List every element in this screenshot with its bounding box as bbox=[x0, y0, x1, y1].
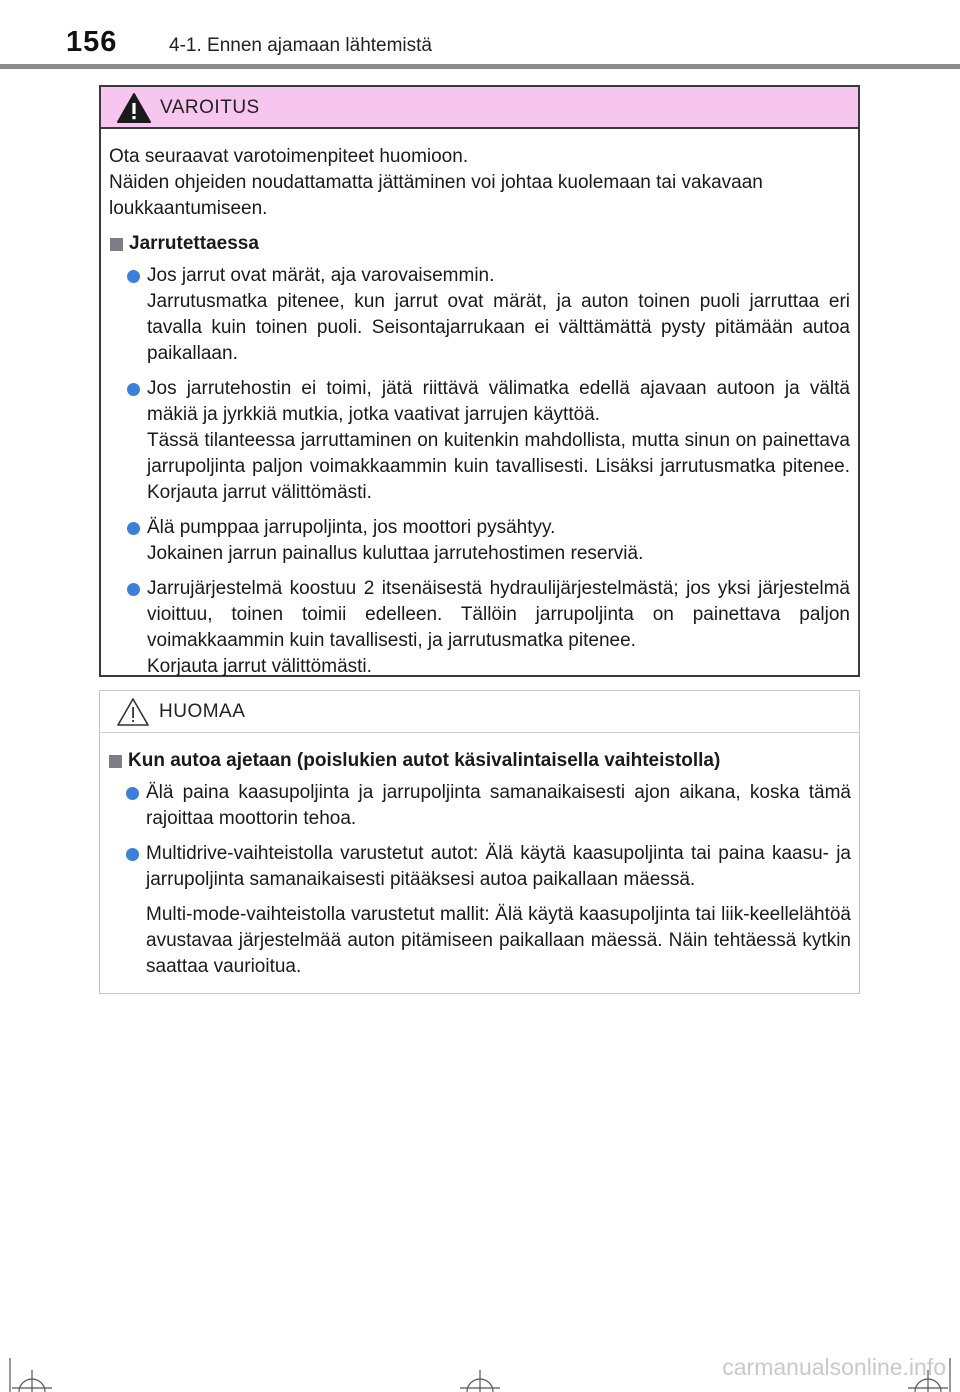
bullet-line: Jarrutusmatka pitenee, kun jarrut ovat märät, ja auton toinen puoli jarruttaa eri tavalla kuin toinen puoli. Seisontajarrukaan ei välttämättä pysty pitämään autoa paikallaan. bbox=[147, 291, 850, 364]
round-bullet-icon bbox=[127, 522, 140, 535]
warning-intro-line: Näiden ohjeiden noudattamatta jättäminen voi johtaa kuolemaan tai vakavaan loukkaantumiseen. bbox=[109, 172, 763, 219]
warning-triangle-icon bbox=[116, 92, 152, 124]
page-number: 156 bbox=[66, 26, 118, 58]
warning-box-body bbox=[101, 129, 858, 680]
notice-triangle-icon bbox=[115, 696, 151, 728]
bullet-line: Jos jarrutehostin ei toimi, jätä riittävä välimatka edellä ajavaan autoon ja vältä mäkiä ja jyrkkiä mutkia, jotka vaativat jarrujen käyttöä. bbox=[147, 378, 850, 425]
round-bullet-icon bbox=[127, 383, 140, 396]
bullet-line: Multidrive-vaihteistolla varustetut autot: Älä käytä kaasupoljinta tai paina kaasu- ja jarrupoljinta samanaikaisesti pitääksesi autoa paikallaan mäessä. bbox=[146, 843, 851, 890]
bullet-line: Korjauta jarrut välittömästi. bbox=[147, 656, 372, 677]
bullet-line: Jos jarrut ovat märät, aja varovaisemmin. bbox=[147, 265, 495, 286]
warning-box bbox=[99, 85, 860, 677]
bullet-line: Jokainen jarrun painallus kuluttaa jarrutehostimen reserviä. bbox=[147, 543, 644, 564]
warning-box-header bbox=[101, 87, 858, 129]
notice-bullet bbox=[108, 841, 851, 893]
round-bullet-icon bbox=[127, 583, 140, 596]
notice-bullet bbox=[108, 780, 851, 832]
warning-intro-line: Ota seuraavat varotoimenpiteet huomioon. bbox=[109, 146, 469, 167]
round-bullet-icon bbox=[126, 848, 139, 861]
square-bullet-icon bbox=[109, 755, 122, 768]
warning-bullet bbox=[109, 263, 850, 367]
warning-bullet bbox=[109, 515, 850, 567]
bullet-line: Jarrujärjestelmä koostuu 2 itsenäisestä hydraulijärjestelmästä; jos yksi järjestelmä vioittuu, toinen toimii edelleen. Tällöin jarrupoljinta on painettava paljon voimakkaammin kuin tavallisesti, ja jarrutusmatka pitenee. bbox=[147, 578, 850, 651]
notice-subheading-text: Kun autoa ajetaan (poislukien autot käsivalintaisella vaihteistolla) bbox=[128, 750, 721, 771]
watermark: carmanualsonline.info bbox=[722, 1354, 946, 1380]
notice-box-body bbox=[100, 733, 859, 980]
bullet-line: Älä paina kaasupoljinta ja jarrupoljinta samanaikaisesti ajon aikana, koska tämä rajoittaa moottorin tehoa. bbox=[146, 782, 851, 829]
warning-subheading-text: Jarrutettaessa bbox=[129, 233, 259, 254]
warning-subheading bbox=[109, 231, 850, 257]
notice-box-title: HUOMAA bbox=[159, 701, 246, 722]
header-rule bbox=[0, 64, 960, 69]
notice-box-header bbox=[100, 691, 859, 733]
bullet-line: Älä pumppaa jarrupoljinta, jos moottori pysähtyy. bbox=[147, 517, 556, 538]
notice-subheading bbox=[108, 748, 851, 774]
warning-bullet bbox=[109, 576, 850, 680]
warning-bullet bbox=[109, 376, 850, 506]
round-bullet-icon bbox=[127, 270, 140, 283]
round-bullet-icon bbox=[126, 787, 139, 800]
warning-intro bbox=[109, 144, 850, 222]
section-title: 4-1. Ennen ajamaan lähtemistä bbox=[169, 35, 432, 56]
page-header bbox=[0, 0, 960, 70]
notice-box bbox=[99, 690, 860, 994]
bullet-line: Tässä tilanteessa jarruttaminen on kuitenkin mahdollista, mutta sinun on painettava jarrupoljinta paljon voimakkaammin kuin tavallisesti. Lisäksi jarrutusmatka pitenee. Korjauta jarrut välittömästi. bbox=[147, 430, 850, 503]
warning-box-title: VAROITUS bbox=[160, 97, 260, 118]
square-bullet-icon bbox=[110, 238, 123, 251]
notice-extra-paragraph: Multi-mode-vaihteistolla varustetut mallit: Älä käytä kaasupoljinta tai liik-keellelähtöä avustavaa järjestelmää auton pitämiseen paikallaan mäessä. Näin tehtäessä kytkin saattaa vaurioitua. bbox=[146, 904, 851, 977]
